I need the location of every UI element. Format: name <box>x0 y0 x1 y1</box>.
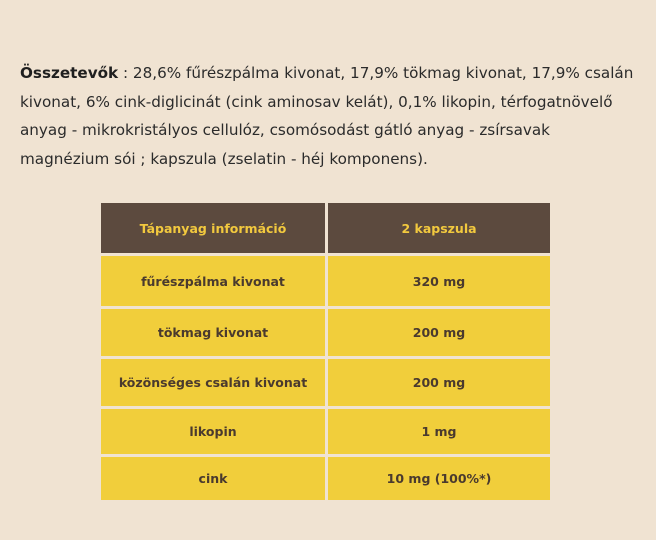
nutrient-name: likopin <box>101 408 327 456</box>
nutrition-table <box>101 203 550 500</box>
table-row <box>101 408 550 456</box>
header-nutrient-info: Tápanyag információ <box>101 203 327 255</box>
ingredients-paragraph <box>20 59 640 173</box>
ingredients-text: 28,6% fűrészpálma kivonat, 17,9% tökmag kivonat, 17,9% csalán kivonat, 6% cink-diglicinát (cink aminosav kelát), 0,1% likopin, térfogatnövelő anyag - mikrokristályos cellulóz, csomósodást gátló anyag - zsírsavak magnézium sói ; kapszula (zselatin - héj komponens). <box>20 64 634 168</box>
ingredients-separator: : <box>118 64 133 83</box>
header-amount: 2 kapszula <box>327 203 551 255</box>
nutrient-name: tökmag kivonat <box>101 308 327 358</box>
nutrient-amount: 200 mg <box>327 358 551 408</box>
nutrient-amount: 200 mg <box>327 308 551 358</box>
nutrient-name: fűrészpálma kivonat <box>101 255 327 308</box>
table-row <box>101 308 550 358</box>
table-row <box>101 255 550 308</box>
table-row <box>101 358 550 408</box>
nutrient-name: közönséges csalán kivonat <box>101 358 327 408</box>
ingredients-label: Összetevők <box>20 64 119 83</box>
table-row <box>101 456 550 501</box>
table-header-row <box>101 203 550 255</box>
nutrient-name: cink <box>101 456 327 501</box>
nutrient-amount: 320 mg <box>327 255 551 308</box>
nutrient-amount: 1 mg <box>327 408 551 456</box>
nutrient-amount: 10 mg (100%*) <box>327 456 551 501</box>
